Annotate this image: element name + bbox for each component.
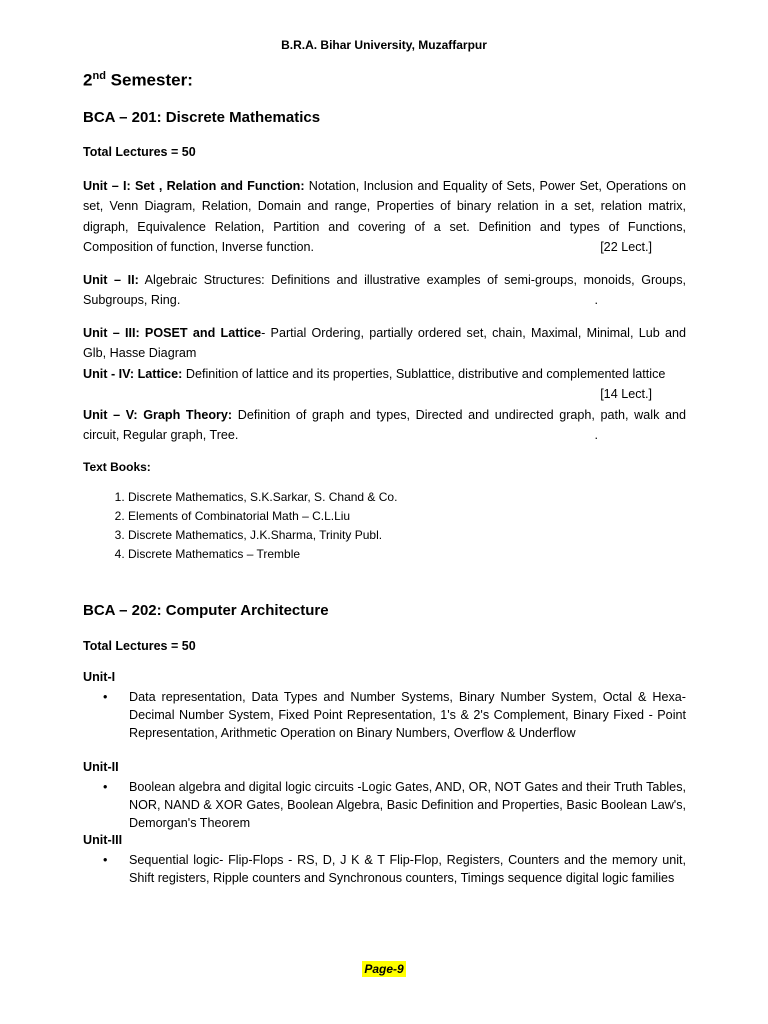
list-item: 3. Discrete Mathematics, J.K.Sharma, Trinity Publ. xyxy=(128,526,688,545)
semester-title: 2nd Semester: xyxy=(83,70,193,90)
bca202-title: BCA – 202: Computer Architecture xyxy=(83,602,329,619)
textbooks-label: Text Books: xyxy=(83,460,151,474)
page-number: Page-9 xyxy=(364,962,404,976)
list-item: 2. Elements of Combinatorial Math – C.L.Liu xyxy=(128,507,688,526)
bca201-unit-3: Unit – III: POSET and Lattice- Partial Ordering, partially ordered set, chain, Maximal, Minimal, Lub and Glb, Hasse Diagram xyxy=(83,326,687,361)
bca202-unit-3-heading: Unit-III xyxy=(83,833,123,847)
bca201-title: BCA – 201: Discrete Mathematics xyxy=(83,109,321,126)
textbooks-list xyxy=(83,488,688,564)
bca202-unit-2-bullet: • Boolean algebra and digital logic circuits -Logic Gates, AND, OR, NOT Gates and their Truth Tables, NOR, NAND & XOR Gates, Boolean Algebra, Basic Definition and Properties, Basic Boolean Law's, Demorgan's Theorem xyxy=(103,780,686,830)
bca201-unit-4: Unit - IV: Lattice: Definition of lattice and its properties, Sublattice, distributive and complemented lattice [14 Lect.] xyxy=(83,367,666,402)
bca201-total-lectures: Total Lectures = 50 xyxy=(83,145,196,159)
bca201-unit-1: Unit – I: Set , Relation and Function: Notation, Inclusion and Equality of Sets, Power Set, Operations on set, Venn Diagram, Relation, Domain and range, Properties of binary relation in a set, relation matrix, digraph, Equivalence Relation, Partition and covering of a set. Definition and types of Functions, Composition of function, Inverse function. [22 Lect.] xyxy=(83,176,686,258)
university-header: B.R.A. Bihar University, Muzaffarpur xyxy=(281,38,487,52)
list-item: 1. Discrete Mathematics, S.K.Sarkar, S. Chand & Co. xyxy=(128,488,688,507)
bca202-unit-1-bullet: • Data representation, Data Types and Number Systems, Binary Number System, Octal & Hexa-Decimal Number System, Fixed Point Representation, 1's & 2's Complement, Binary Fixed - Point Representation, Arithmetic Operation on Binary Numbers, Overflow & Underflow xyxy=(103,690,686,740)
bca201-unit-2: Unit – II: Algebraic Structures: Definitions and illustrative examples of semi-groups, monoids, Groups, Subgroups, Ring. . xyxy=(83,273,686,308)
bca202-unit-3-bullet: • Sequential logic- Flip-Flops - RS, D, J K & T Flip-Flop, Registers, Counters and the memory unit, Shift registers, Ripple counters and Synchronous counters, Timings sequence digital logic families xyxy=(103,853,686,885)
bca202-unit-1-heading: Unit-I xyxy=(83,670,116,684)
list-item: 4. Discrete Mathematics – Tremble xyxy=(128,545,688,564)
bca202-unit-2-heading: Unit-II xyxy=(83,760,119,774)
unit-1-lectures: [22 Lect.] xyxy=(600,240,652,255)
bca202-total-lectures: Total Lectures = 50 xyxy=(83,639,196,653)
bca201-unit-5: Unit – V: Graph Theory: Definition of graph and types, Directed and undirected graph, path, walk and circuit, Regular graph, Tree. . xyxy=(83,408,686,443)
